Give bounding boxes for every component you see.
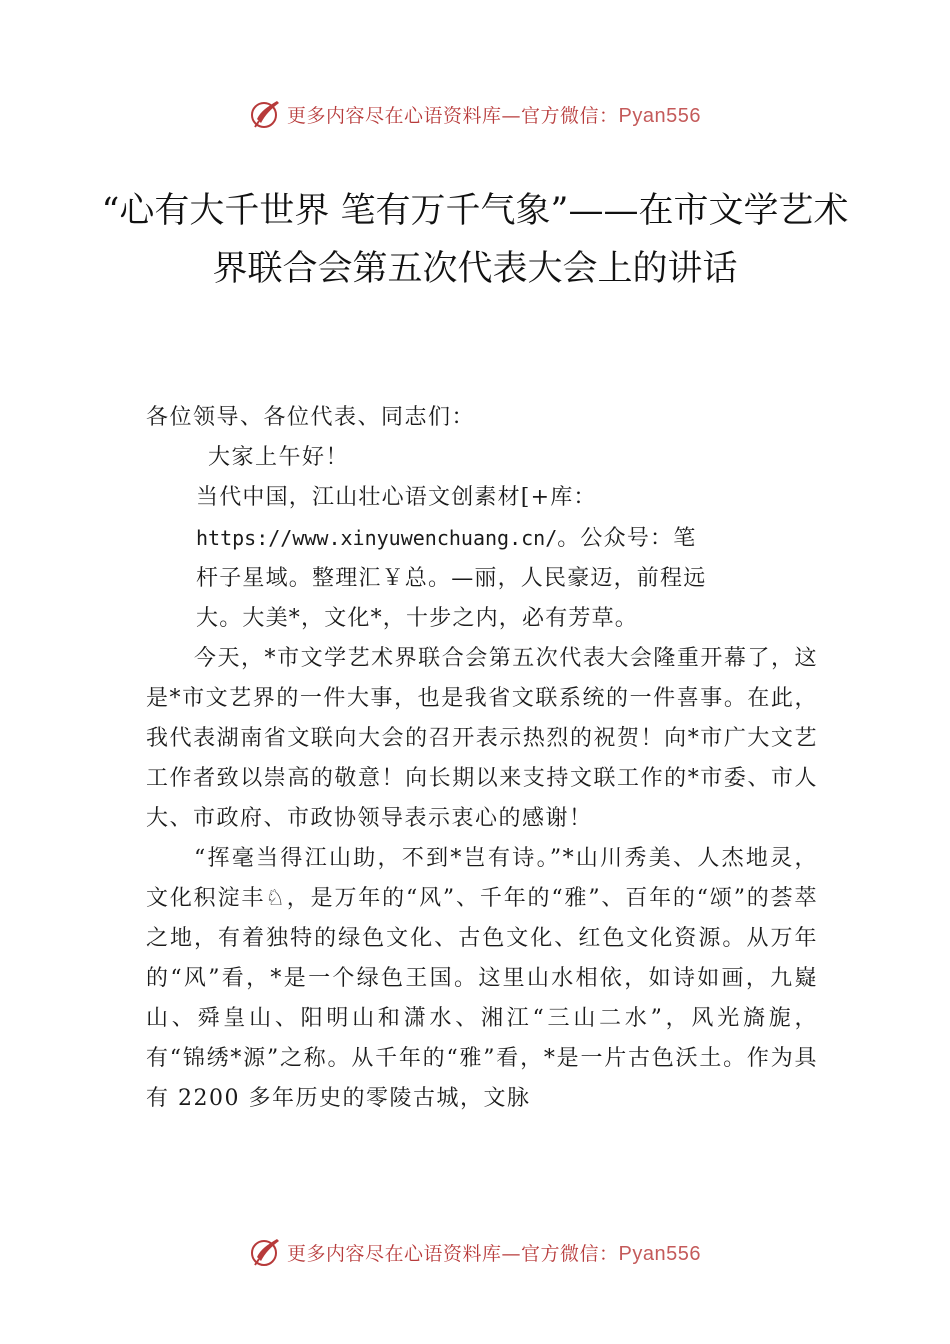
salutation: 各位领导、各位代表、同志们： [146,405,476,430]
promo-paragraph: 当代中国，江山壮心语文创素材[+库：https://www.xinyuwenchuang.cn/。公众号：笔杆子星域。整理汇￥总。—丽，人民豪迈，前程远大。大美*，文化*，十步之内，必有芳草。 [196,485,707,631]
wechat-id: Pyan556 [618,1242,701,1265]
brush-logo-icon [249,97,283,131]
document-body [146,398,826,1119]
greeting-line: 大家上午好！ [208,445,350,470]
footer-banner [0,1232,950,1272]
header-banner [0,94,950,134]
banner-text: 更多内容尽在心语资料库—官方微信：Pyan556 [287,1242,701,1265]
brush-logo-icon [249,1235,283,1269]
document-title: “心有大千世界 笔有万千气象”——在市文学艺术界联合会第五次代表大会上的讲话 [101,191,849,289]
paragraph-1: 今天，*市文学艺术界联合会第五次代表大会隆重开幕了，这是*市文艺界的一件大事，也是我省文联系统的一件喜事。在此，我代表湖南省文联向大会的召开表示热烈的祝贺！向*市广大文艺工作者致以崇高的敬意！向长期以来支持文联工作的*市委、市人大、市政府、市政协领导表示衷心的感谢！ [146,646,818,831]
promo-url: https://www.xinyuwenchuang.cn/ [196,526,558,550]
banner-text: 更多内容尽在心语资料库—官方微信：Pyan556 [287,104,701,127]
paragraph-2: “挥毫当得江山助，不到*岂有诗。”*山川秀美、人杰地灵，文化积淀丰♘，是万年的“风”、千年的“雅”、百年的“颂”的荟萃之地，有着独特的绿色文化、古色文化、红色文化资源。从万年的“风”看，*是一个绿色王国。这里山水相依，如诗如画，九嶷山、舜皇山、阳明山和潇水、湘江“三山二水”，风光旖旎，有“锦绣*源”之称。从千年的“雅”看，*是一片古色沃土。作为具有 2200 多年历史的零陵古城，文脉 [146,846,818,1111]
wechat-id: Pyan556 [618,104,701,127]
